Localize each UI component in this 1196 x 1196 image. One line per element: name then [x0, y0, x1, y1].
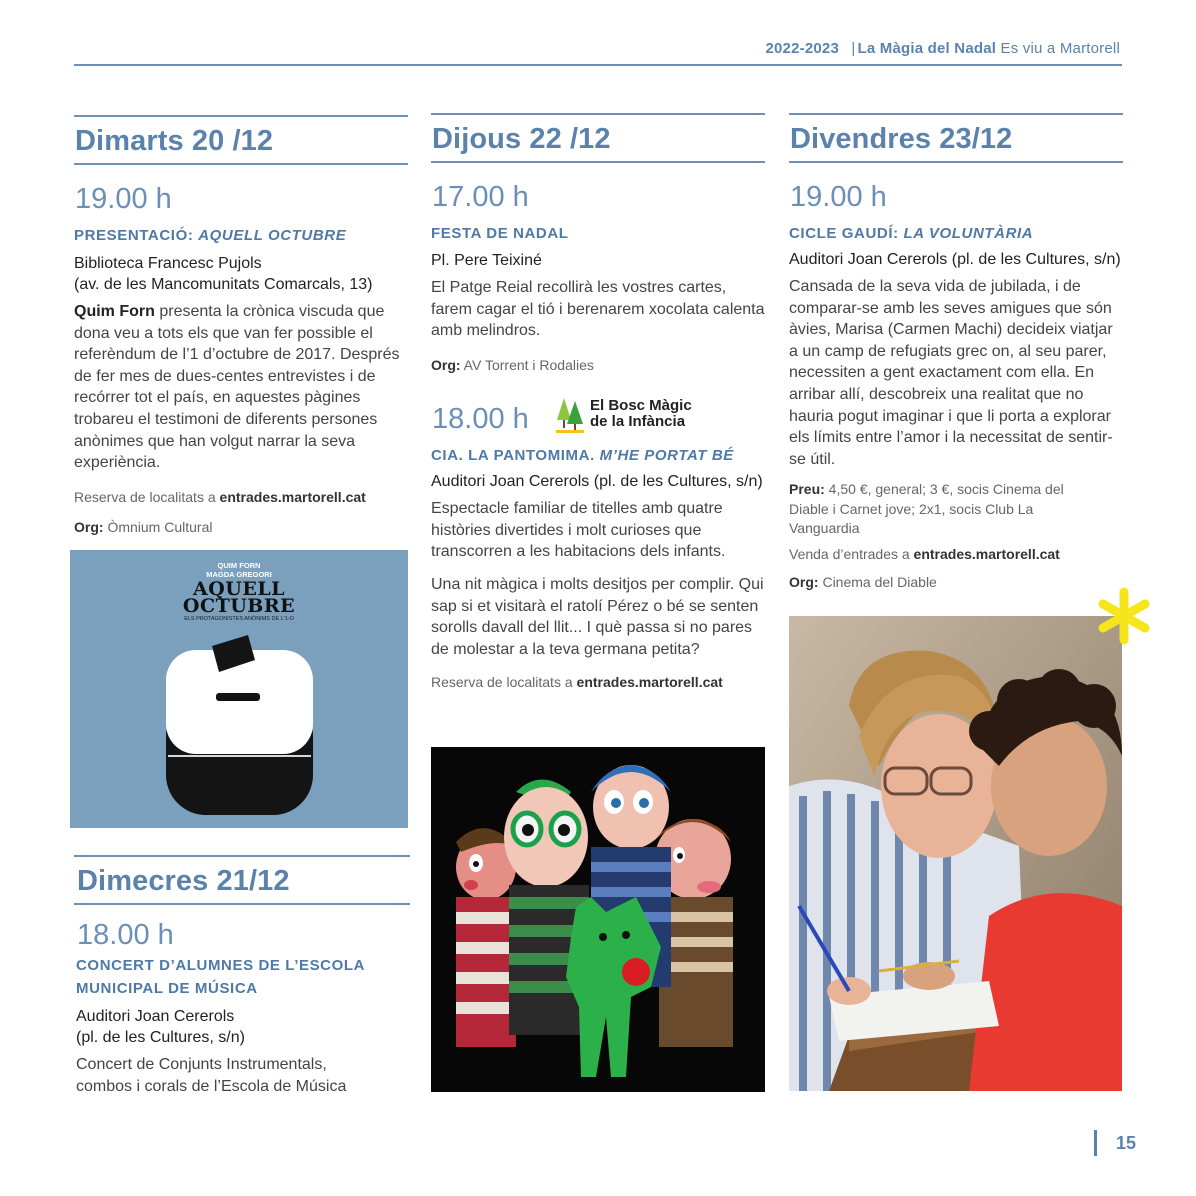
event-time: 18.00 h — [77, 919, 174, 951]
logo-line-2: de la Infància — [590, 413, 686, 430]
event-venue — [74, 253, 408, 295]
booking-link[interactable]: entrades.martorell.cat — [219, 488, 366, 505]
event-venue: Pl. Pere Teixiné — [431, 252, 542, 269]
book-subtitle: ELS PROTAGONISTES ANÒNIMS DE L’1-O — [184, 616, 294, 622]
booking-text: Reserva de localitats a — [74, 488, 220, 505]
day-rule-bottom — [431, 161, 765, 163]
event-title-line-2: MUNICIPAL DE MÚSICA — [76, 980, 258, 997]
venue-line-2: (av. de les Mancomunitats Comarcals, 13) — [74, 276, 373, 293]
film-still-photo — [789, 616, 1122, 1091]
sale-text: Venda d’entrades a — [789, 545, 914, 562]
venue-line-1: Biblioteca Francesc Pujols — [74, 255, 262, 272]
event-prefix: PRESENTACIÓ: — [74, 227, 199, 244]
column-tuesday — [74, 115, 408, 538]
event-title: FESTA DE NADAL — [431, 225, 569, 242]
description-bold: Quim Forn — [74, 303, 155, 320]
book-title-line-1: AQUELL — [192, 578, 286, 600]
venue-line-1: Auditori Joan Cererols — [76, 1008, 235, 1025]
day-rule-top — [789, 113, 1123, 115]
film-still-illustration — [789, 616, 1122, 1091]
event-title — [74, 224, 408, 247]
sale-link[interactable]: entrades.martorell.cat — [913, 545, 1060, 562]
day-rule-bottom — [789, 161, 1123, 163]
org-label: Org: — [431, 356, 461, 373]
org-value: Òmnium Cultural — [103, 519, 213, 536]
book-title-line-2: OCTUBRE — [182, 595, 296, 617]
organizer — [789, 573, 1123, 593]
page-number: 15 — [1116, 1133, 1137, 1153]
org-value: AV Torrent i Rodalies — [460, 356, 594, 373]
event-description: Concert de Conjunts Instrumentals, combos i corals de l’Escola de Música — [76, 1056, 347, 1095]
event-name: AQUELL OCTUBRE — [198, 227, 347, 244]
day-rule-bottom — [74, 903, 410, 905]
event-description-2b: Una nit màgica i molts desitjos per complir. Qui sap si et visitarà el ratolí Pérez o bé se senten sorolls davall del llit... I què passa si no pares de molestar a la teva germana petita? — [431, 576, 764, 658]
day-rule-bottom — [74, 163, 408, 165]
price-value: 4,50 €, general; 3 €, socis Cinema del Diable i Carnet jove; 2x1, socis Club La Vanguardia — [789, 481, 1064, 537]
org-value: Cinema del Diable — [818, 574, 937, 591]
puppets-illustration — [431, 747, 765, 1092]
sale-info — [789, 545, 1123, 565]
header-tagline: Es viu a Martorell — [1000, 40, 1120, 57]
event-description: Cansada de la seva vida de jubilada, i de comparar-se amb les seves amigues que són àvies, Marisa (Carmen Machi) decideix viatjar a un camp de refugiats grec on, al seu parer, necessiten a gent exactament com ella. En arribar allí, descobreix una realitat que no hauria pogut imaginar i que li porta a explorar els límits entre l’amor i la necessitat de sentir-se útil. — [789, 278, 1113, 468]
venue-line-2: (pl. de les Cultures, s/n) — [76, 1029, 245, 1046]
page-number-bar — [1094, 1130, 1097, 1156]
day-rule-top — [74, 115, 408, 117]
price-info — [789, 480, 1089, 539]
event-time: 17.00 h — [432, 181, 529, 213]
event-title — [76, 954, 410, 1000]
event-time: 19.00 h — [75, 183, 172, 215]
puppets-photo — [431, 747, 765, 1092]
event-title-2 — [431, 444, 765, 467]
column-wednesday — [74, 855, 410, 1097]
organizer — [74, 518, 408, 538]
event-description — [74, 301, 408, 474]
event-title-line-1: CONCERT D’ALUMNES DE L’ESCOLA — [76, 957, 366, 974]
tree-logo-icon — [556, 396, 586, 436]
logo-text — [590, 398, 692, 430]
event-time: 19.00 h — [790, 181, 887, 213]
event-time-2: 18.00 h — [432, 403, 529, 436]
event-description-2a: Espectacle familiar de titelles amb quatre històries divertides i molt curioses que transcorren a les habitacions dels infants. — [431, 500, 726, 561]
book-cover-image — [70, 550, 408, 828]
header-separator: | — [851, 40, 856, 57]
day-heading: Dimecres 21/12 — [77, 865, 290, 897]
event-description: El Patge Reial recollirà les vostres cartes, farem cagar el tió i berenarem xocolata calenta amb melindros. — [431, 279, 765, 340]
event-venue-2: Auditori Joan Cererols (pl. de les Cultures, s/n) — [431, 473, 763, 491]
day-rule-top — [74, 855, 410, 857]
event-name: M’HE PORTAT BÉ — [599, 447, 734, 465]
booking-info — [431, 673, 765, 693]
event-prefix: CIA. LA PANTOMIMA. — [431, 447, 600, 465]
event-title — [789, 222, 1123, 245]
booking-info — [74, 488, 408, 508]
event-venue — [76, 1006, 410, 1048]
column-friday — [789, 113, 1123, 593]
book-author-1: QUIM FORN — [217, 561, 261, 570]
day-heading: Dijous 22 /12 — [432, 123, 611, 155]
booking-link[interactable]: entrades.martorell.cat — [576, 674, 723, 691]
booking-text: Reserva de localitats a — [431, 674, 577, 691]
running-header — [765, 40, 1120, 57]
header-title: La Màgia del Nadal — [857, 40, 997, 57]
day-heading: Divendres 23/12 — [790, 123, 1013, 155]
organizer — [431, 356, 765, 376]
org-label: Org: — [789, 574, 819, 591]
bosc-magic-logo — [556, 396, 696, 436]
event-name: LA VOLUNTÀRIA — [903, 225, 1034, 242]
header-rule — [74, 64, 1122, 66]
price-label: Preu: — [789, 481, 825, 498]
day-rule-top — [431, 113, 765, 115]
day-heading: Dimarts 20 /12 — [75, 125, 274, 157]
ballot-box-illustration — [70, 550, 408, 828]
event-prefix: CICLE GAUDÍ: — [789, 225, 904, 242]
org-label: Org: — [74, 519, 104, 536]
event-venue: Auditori Joan Cererols (pl. de les Cultures, s/n) — [789, 251, 1121, 268]
asterisk-star-icon — [1094, 586, 1154, 646]
book-author-2: MAGDA GREGORI — [206, 570, 272, 579]
description-text: presenta la crònica viscuda que dona veu a tots els que van fer possible el referèndum de l’1 d’octubre de 2017. Després de fer mes de dues-centes entrevistes i de recórrer tot el país, en aquestes pàgines trobareu el testimoni de diferents persones anònimes que han volgut narrar la seva experiència. — [74, 303, 400, 472]
logo-line-1: El Bosc Màgic — [590, 397, 692, 414]
header-year: 2022-2023 — [765, 40, 840, 57]
